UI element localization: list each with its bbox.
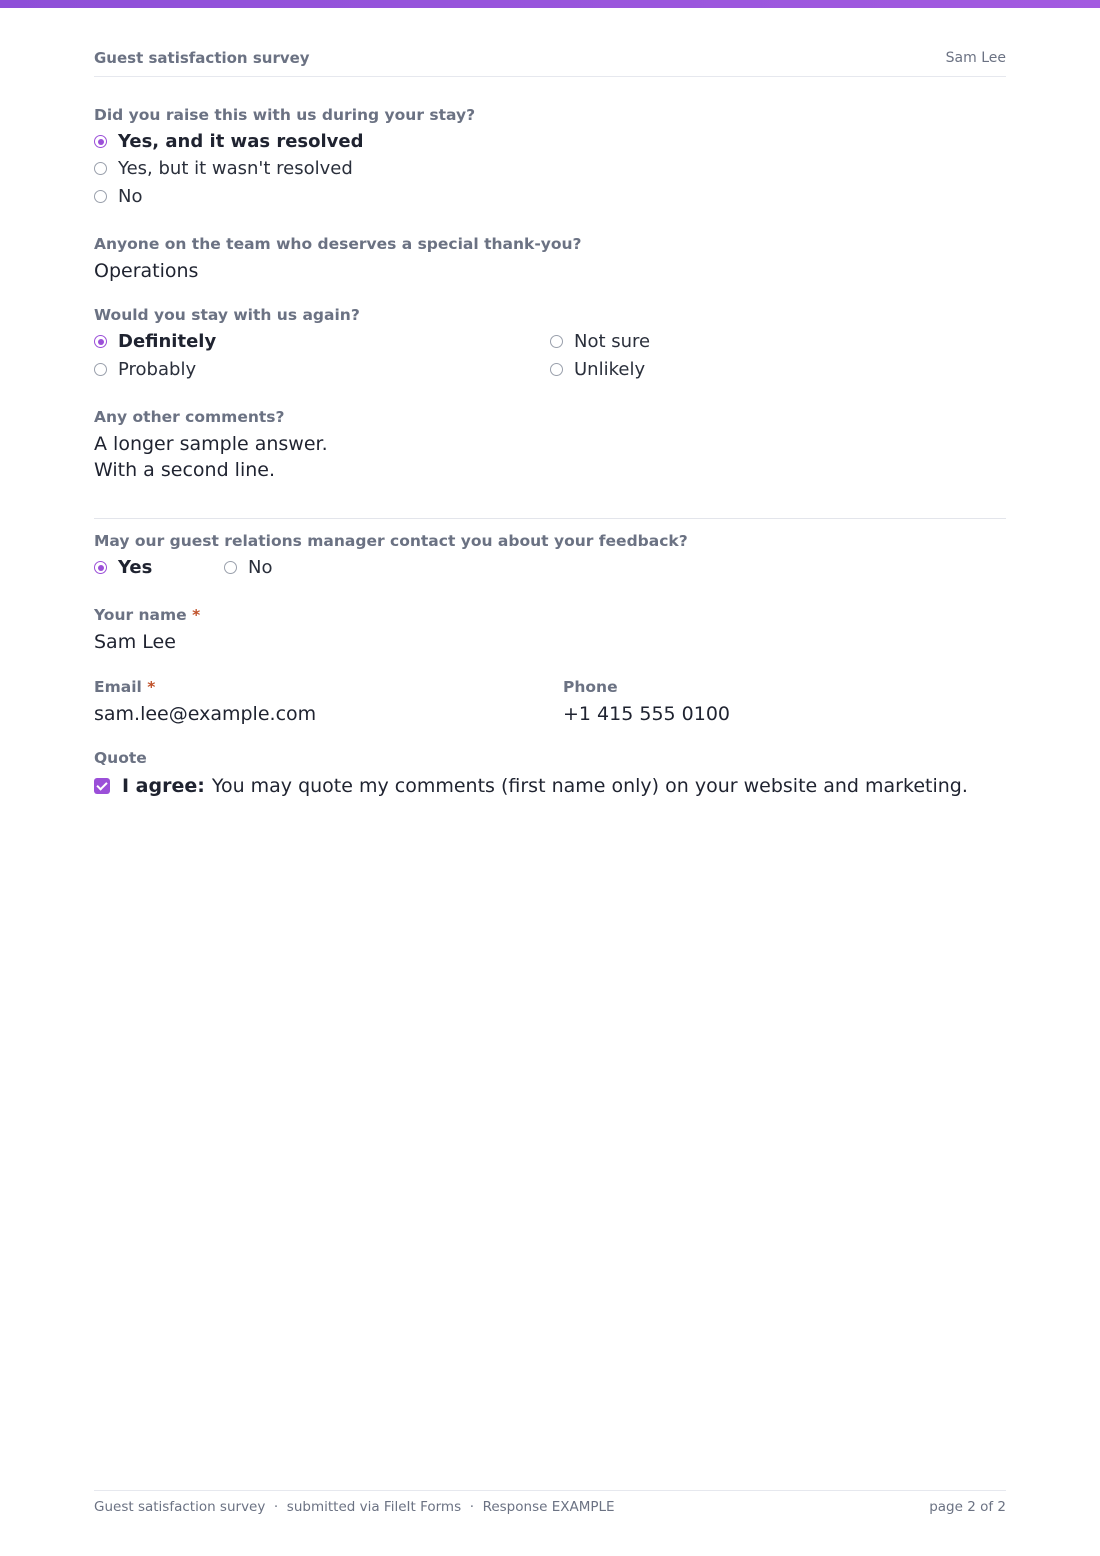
option-label: No: [248, 557, 273, 578]
name-field-value: Sam Lee: [94, 631, 176, 653]
radio-empty-icon: [94, 162, 107, 175]
answer-comments-line-2: With a second line.: [94, 459, 275, 481]
option-label: Not sure: [574, 331, 651, 352]
email-field-label: [94, 678, 155, 696]
radio-selected-icon: [94, 561, 107, 574]
quote-consent-checkbox[interactable]: [94, 775, 968, 797]
page-header: [94, 48, 1006, 77]
question-contact-label: May our guest relations manager contact you about your feedback?: [94, 532, 688, 550]
option-unlikely[interactable]: [550, 359, 645, 380]
survey-page: [94, 0, 1006, 1556]
name-field-label: [94, 606, 200, 624]
option-contact-no[interactable]: [224, 557, 272, 578]
answer-thanks: Operations: [94, 260, 199, 282]
option-label: Yes: [118, 557, 153, 578]
option-yes-not-resolved[interactable]: [94, 158, 353, 179]
radio-empty-icon: [224, 561, 237, 574]
question-comments-label: Any other comments?: [94, 408, 285, 426]
option-yes-resolved[interactable]: [94, 131, 363, 152]
page-footer: [94, 1490, 1006, 1515]
email-label-text: Email: [94, 678, 142, 696]
radio-empty-icon: [550, 335, 563, 348]
phone-field-value: +1 415 555 0100: [563, 703, 731, 725]
quote-consent-text: You may quote my comments (first name only) on your website and marketing.: [211, 775, 968, 797]
radio-selected-icon: [94, 135, 107, 148]
name-label-text: Your name: [94, 606, 187, 624]
option-probably[interactable]: [94, 359, 196, 380]
required-mark: *: [192, 606, 201, 624]
email-field-value: sam.lee@example.com: [94, 703, 317, 725]
option-label: Unlikely: [574, 359, 646, 380]
quote-label: Quote: [94, 749, 147, 767]
section-divider: [94, 518, 1006, 519]
answer-comments-line-1: A longer sample answer.: [94, 433, 328, 455]
option-no[interactable]: [94, 186, 142, 207]
radio-selected-icon: [94, 335, 107, 348]
option-contact-yes[interactable]: [94, 557, 152, 578]
option-label: Definitely: [118, 331, 217, 352]
checkbox-checked-icon: [94, 778, 110, 794]
footer-info: Guest satisfaction survey · submitted via FileIt Forms · Response EXAMPLE: [94, 1499, 615, 1515]
option-not-sure[interactable]: [550, 331, 650, 352]
phone-field-label: Phone: [563, 678, 618, 696]
question-thanks-label: Anyone on the team who deserves a special thank-you?: [94, 235, 582, 253]
respondent-name: Sam Lee: [945, 50, 1006, 66]
question-stay-again-label: Would you stay with us again?: [94, 306, 360, 324]
question-raised-label: Did you raise this with us during your stay?: [94, 106, 476, 124]
option-label: Probably: [118, 359, 197, 380]
radio-empty-icon: [94, 190, 107, 203]
option-label: Yes, but it wasn't resolved: [118, 158, 353, 179]
radio-empty-icon: [550, 363, 563, 376]
option-label: No: [118, 186, 143, 207]
agree-label: I agree:: [122, 775, 205, 797]
page-number: page 2 of 2: [929, 1499, 1006, 1515]
option-definitely[interactable]: [94, 331, 216, 352]
option-label: Yes, and it was resolved: [118, 131, 364, 152]
required-mark: *: [147, 678, 156, 696]
radio-empty-icon: [94, 363, 107, 376]
survey-title: Guest satisfaction survey: [94, 49, 310, 67]
